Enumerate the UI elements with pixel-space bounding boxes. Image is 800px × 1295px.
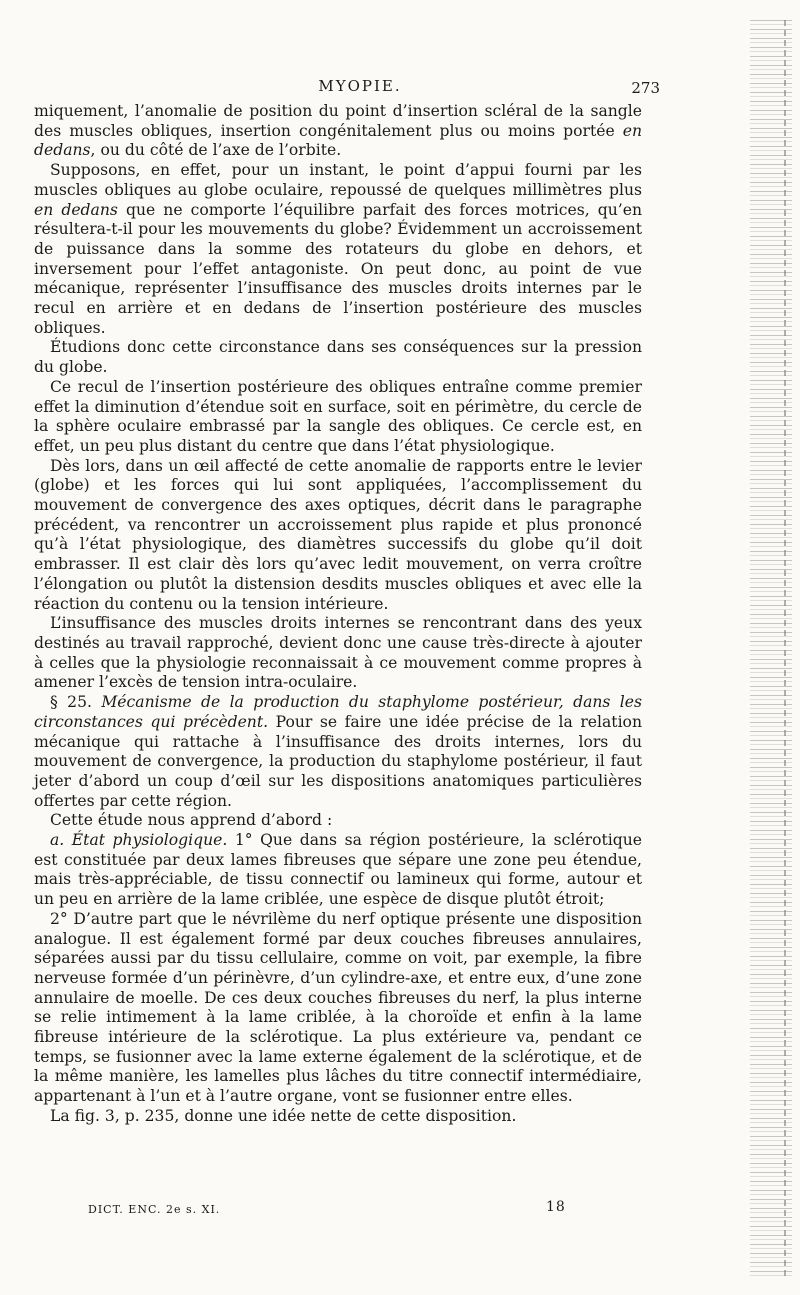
text-run: Cette étude nous apprend d’abord : xyxy=(50,811,333,830)
text-run: Dès lors, dans un œil affecté de cette anomalie de rapports entre le levier (globe) et les forces qui lui sont appliquées, l’accomplissement du mouvement de convergence des axes optiques, décrit dans le paragraphe précédent, va rencontrer un accroissement plus rapide et plus prononcé qu’à l’état physiologique, des diamètres successifs du globe qu’il doit embrasser. Il est clair dès lors qu’avec ledit mouvement, on verra croître l’élongation ou plutôt la distension desdits muscles obliques et avec elle la réaction du contenu ou la tension intérieure. xyxy=(34,456,642,613)
text-run: L’insuffisance des muscles droits internes se rencontrant dans des yeux destinés au travail rapproché, devient donc une cause très-directe à ajouter à celles que la physiologie reconnaissait à ce mouvement comme propres à amener l’excès de tension intra-oculaire. xyxy=(34,614,642,692)
text-run: , ou du côté de l’axe de l’orbite. xyxy=(90,141,342,160)
page-number: 273 xyxy=(631,79,660,97)
running-title: MYOPIE. xyxy=(318,77,402,95)
italic-run: Mécanisme de la production du staphylome postérieur, dans les circonstances qui précèdent. xyxy=(34,693,642,731)
paragraph xyxy=(34,378,642,457)
paragraph xyxy=(34,1107,642,1127)
paragraph xyxy=(34,811,642,831)
paragraph xyxy=(34,693,642,811)
paragraph xyxy=(34,910,642,1107)
paragraph xyxy=(34,161,642,338)
paragraph xyxy=(34,102,642,161)
italic-run: en dedans xyxy=(34,200,118,219)
paragraph xyxy=(34,457,642,615)
paragraph xyxy=(34,338,642,377)
text-run: § 25. xyxy=(50,693,102,712)
text-run: 1° Que dans sa région postérieure, la sclérotique est constituée par deux lames fibreuses que sépare une zone peu étendue, mais très-appréciable, de tissu connectif ou lamineux qui forme, autour et un peu en arrière de la lame criblée, une espèce de disque plutôt étroit; xyxy=(34,831,642,909)
body-text xyxy=(34,102,642,1127)
text-run: La fig. 3, p. 235, donne une idée nette de cette disposition. xyxy=(50,1106,517,1125)
scan-edge-line xyxy=(784,20,786,1280)
footer-abbreviation: DICT. ENC. 2e s. XI. xyxy=(88,1203,221,1216)
italic-run: a. État physiologique. xyxy=(50,831,228,850)
page-header xyxy=(60,74,660,98)
paragraph xyxy=(34,614,642,693)
text-run: Pour se faire une idée précise de la relation mécanique qui rattache à l’insuffisance des droits internes, lors du mouvement de convergence, la production du staphylome postérieur, il faut jeter d’abord un coup d’œil sur les dispositions anatomiques particulières offertes par cette région. xyxy=(34,712,642,810)
text-run: Étudions donc cette circonstance dans ses conséquences sur la pression du globe. xyxy=(34,338,642,377)
text-run: miquement, l’anomalie de position du point d’insertion scléral de la sangle des muscles obliques, insertion congénitalement plus ou moins portée xyxy=(34,102,642,140)
page-footer xyxy=(88,1199,566,1223)
signature-mark: 18 xyxy=(546,1199,566,1215)
text-run: Supposons, en effet, pour un instant, le point d’appui fourni par les muscles obliques au globe oculaire, repoussé de quelques millimètres plus xyxy=(34,161,642,199)
text-run: Ce recul de l’insertion postérieure des obliques entraîne comme premier effet la diminution d’étendue soit en surface, soit en périmètre, du cercle de la sphère oculaire embrassé par la sangle des obliques. Ce cercle est, en effet, un peu plus distant du centre que dans l’état physiologique. xyxy=(34,377,642,455)
text-run: 2° D’autre part que le névrilème du nerf optique présente une disposition analogue. Il est également formé par deux couches fibreuses annulaires, séparées aussi par du tissu cellulaire, comme on voit, par exemple, la fibre nerveuse formée d’un périnèvre, d’un cylindre-axe, et entre eux, d’une zone annulaire de moelle. De ces deux couches fibreuses du nerf, la plus interne se relie intimement à la lame criblée, à la choroïde et enfin à la lame fibreuse intérieure de la sclérotique. La plus extérieure va, pendant ce temps, se fusionner avec la lame externe également de la sclérotique, et de la même manière, les lamelles plus lâches du titre connectif intermédiaire, appartenant à l’un et à l’autre organe, vont se fusionner entre elles. xyxy=(34,909,642,1106)
text-run: que ne comporte l’équilibre parfait des forces motrices, qu’en résultera-t-il pour les mouvements du globe? Évidemment un accroissement de puissance dans la somme des rotateurs du globe en dehors, et inversement pour l’effet antagoniste. On peut donc, au point de vue mécanique, représenter l’insuffisance des muscles droits internes par le recul en arrière et en dedans de l’insertion postérieure des muscles obliques. xyxy=(34,200,643,337)
paragraph xyxy=(34,831,642,910)
italic-run: en dedans xyxy=(34,121,642,160)
